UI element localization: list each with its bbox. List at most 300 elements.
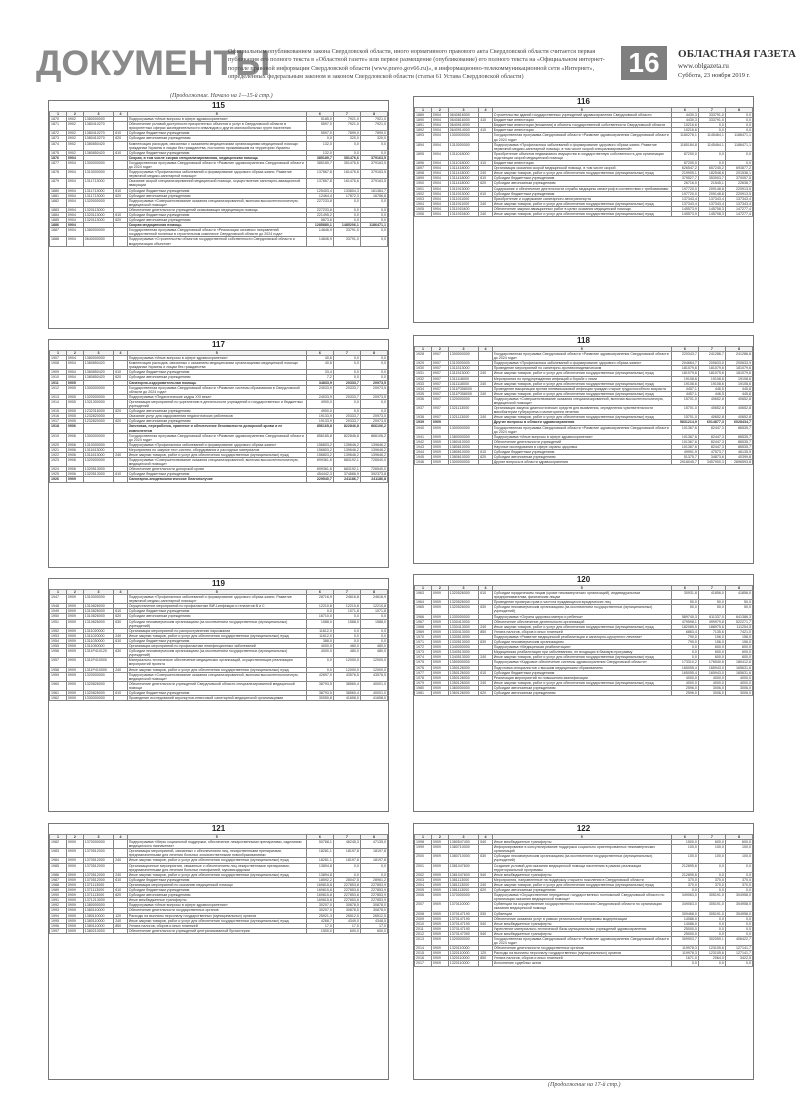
table-cell: 0904: [66, 375, 83, 380]
table-cell: 1320110000: [448, 946, 478, 951]
table-cell: 499979,8: [698, 619, 725, 624]
table-cell: 610: [114, 877, 128, 882]
table-cell: Проведение мероприятий по санитарно-противоэпидемическим: [492, 366, 671, 371]
table-cell: 1892: [415, 128, 432, 133]
table-cell: 1350126000: [448, 665, 478, 670]
table-cell: 445,8: [725, 391, 752, 396]
table-cell: 0904: [431, 206, 448, 211]
table-cell: 379163,5: [360, 160, 387, 169]
table-row: [50, 198, 388, 207]
table-cell: Иные закупки товаров, работ и услуг для обеспечения государственных (муниципальных) нужд: [492, 655, 671, 660]
table-cell: Обеспечение деятельности учреждений оказывающих медицинскую помощь: [127, 207, 306, 212]
table-cell: Иные межбюджетные трансферты: [492, 872, 671, 877]
table-cell: 1380410270: [83, 122, 113, 131]
table-cell: 0,0: [333, 198, 360, 207]
column-header: 2: [431, 108, 448, 113]
table-cell: Субсидии автономным учреждениям: [127, 193, 306, 198]
table-cell: Организация мероприятий по профилактике неинфекционных заболеваний: [127, 644, 306, 649]
table-cell: 0,0: [698, 888, 725, 893]
table-cell: 240: [479, 201, 493, 206]
table-cell: 0,0: [360, 237, 387, 246]
table-cell: 227853,8: [333, 898, 360, 903]
table-cell: 1311P410120: [83, 649, 113, 658]
table-cell: 1311018000: [448, 161, 478, 166]
table-cell: 145573,9: [671, 211, 698, 216]
table-cell: 1360000000: [448, 685, 478, 690]
table-cell: 10216,6: [671, 123, 698, 128]
table-cell: 610: [479, 670, 493, 675]
table-cell: 1485206,1: [333, 223, 360, 228]
table-cell: 0,0: [333, 375, 360, 380]
table-cell: [114, 122, 128, 131]
table-cell: 0909: [66, 882, 83, 887]
table-cell: 220913,5: [725, 186, 752, 191]
table-row: [50, 649, 388, 658]
table-cell: 240: [479, 624, 493, 629]
table-cell: 0,0: [725, 123, 752, 128]
table-cell: 20973,5: [360, 380, 387, 385]
table-cell: 240: [479, 391, 493, 396]
table-cell: 241286,8: [725, 352, 752, 361]
table-cell: 1918: [50, 424, 67, 433]
table-cell: 1330513000: [448, 640, 478, 645]
table-cell: 302059,1: [698, 936, 725, 945]
table-cell: 4268,7: [306, 918, 333, 923]
table-cell: 0909: [431, 872, 448, 877]
table-cell: 0909: [431, 600, 448, 605]
table-cell: 0,0: [333, 633, 360, 638]
table-cell: 0904: [431, 113, 448, 118]
budget-table: [414, 107, 753, 217]
table-cell: 240: [479, 371, 493, 376]
table-cell: 209148,8: [698, 186, 725, 191]
table-cell: Строительство зданий государственных учреждений здравоохранения Свердловской области: [492, 113, 671, 118]
table-cell: 1311613000: [83, 447, 113, 452]
table-cell: 82447,3: [698, 434, 725, 439]
table-cell: 0905: [66, 380, 83, 385]
table-row: [50, 228, 388, 237]
table-cell: 333791,0: [698, 118, 725, 123]
table-cell: 1350126000: [448, 670, 478, 675]
table-row: [415, 151, 753, 160]
table-cell: 3006,0: [698, 685, 725, 690]
table-cell: Иные закупки товаров, работ и услуг для обеспечения государственных (муниципальных) нужд: [492, 415, 671, 420]
table-cell: 1310826000: [83, 614, 113, 619]
table-cell: 1320826000: [83, 690, 113, 695]
table-cell: [479, 845, 493, 854]
table-cell: Подпрограмма «Меры социальной поддержки, обеспечение лекарственными препаратами, изделиями медицинского назначения»: [127, 840, 306, 849]
table-cell: 0909: [431, 660, 448, 665]
table-cell: 0,0: [306, 667, 333, 672]
table-page-number: 117: [212, 340, 225, 349]
table-cell: 445,8: [725, 386, 752, 391]
table-cell: 333791,0: [698, 113, 725, 118]
table-cell: 600,0: [725, 840, 752, 845]
column-header: 8: [725, 347, 752, 352]
table-cell: 0,0: [360, 872, 387, 877]
table-cell: 100,0: [698, 854, 725, 863]
table-cell: Мероприятия по закупке тест-систем, оборудования и расходных материалов: [127, 447, 306, 452]
table-cell: Организация мероприятий по распространению наркомании: [127, 628, 306, 633]
table-cell: 120: [114, 913, 128, 918]
table-cell: 304958,0: [725, 902, 752, 911]
table-cell: 40,6: [306, 361, 333, 370]
table-cell: Материально-техническое обеспечение медицинских организаций, осуществляющих реализацию мероприятий проекта: [127, 658, 306, 667]
table-cell: Государственная программа Свердловской области «Развитие здравоохранения Свердловской области до 2024 года»: [492, 936, 671, 945]
table-cell: 101367,6: [671, 444, 698, 449]
table-cell: 0,0: [360, 207, 387, 212]
table-cell: 12464,4: [306, 193, 333, 198]
table-cell: 2009: [415, 916, 432, 921]
table-cell: 1884: [50, 212, 67, 217]
table-cell: Организация мероприятий, связанных с обеспечением лиц, лекарственными препаратами, предназначенными для лечения больных злокачественными новообразованиями: [127, 849, 306, 858]
column-header: 5: [127, 590, 306, 595]
table-cell: 600,0: [698, 655, 725, 660]
table-cell: 0,0: [725, 113, 752, 118]
table-cell: 50,0: [671, 600, 698, 605]
table-cell: 15701,0: [671, 406, 698, 415]
table-cell: Бюджетные инвестиции: [492, 161, 671, 166]
table-cell: 0909: [431, 863, 448, 872]
table-cell: 1912: [50, 385, 67, 394]
table-cell: 4457,1: [671, 391, 698, 396]
table-cell: 1921: [50, 447, 67, 452]
table-cell: 165943,0: [698, 665, 725, 670]
table-cell: 20333,7: [333, 385, 360, 394]
newspaper-website[interactable]: www.oblgazeta.ru: [678, 62, 729, 70]
table-cell: 7921,0: [360, 117, 387, 122]
table-cell: 0909: [431, 931, 448, 936]
table-cell: Субсидии бюджетным учреждениям: [127, 212, 306, 217]
table-cell: 611337,0: [698, 614, 725, 619]
table-cell: 1145464,1: [698, 133, 725, 142]
table-cell: 610: [114, 212, 128, 217]
table-cell: 101367,6: [671, 425, 698, 434]
table-cell: 1919: [50, 433, 67, 442]
table-cell: 137343,4: [671, 196, 698, 201]
table-cell: 1998: [415, 840, 432, 845]
table-cell: 1972: [415, 645, 432, 650]
table-cell: 1968: [415, 624, 432, 629]
table-cell: 0,0: [698, 128, 725, 133]
table-cell: 173310,2: [671, 660, 698, 665]
table-cell: 620: [114, 409, 128, 414]
table-cell: 0909: [431, 902, 448, 911]
table-cell: 4349,0: [333, 918, 360, 923]
table-cell: 0909: [431, 893, 448, 902]
table-cell: 0909: [66, 658, 83, 667]
table-block: [413, 96, 754, 323]
table-cell: 188975,6: [698, 624, 725, 629]
table-cell: Подготовка специалистов с высшим медицинским образованием: [492, 665, 671, 670]
table-cell: 0909: [66, 609, 83, 614]
table-cell: 0909: [66, 877, 83, 882]
table-cell: 1370147390: [448, 931, 478, 936]
table-cell: 850: [479, 629, 493, 634]
table-cell: Иные закупки товаров, работ и услуг для обеспечения государственных (муниципальных) нужд: [127, 633, 306, 638]
table-cell: Подпрограмма «Совершенствование оказания специализированной, включая высокотехнологичную, медицинской помощи»: [127, 198, 306, 207]
table-cell: 20973,5: [360, 414, 387, 419]
table-cell: 0,0: [306, 658, 333, 667]
table-cell: 0907: [431, 352, 448, 361]
table-cell: 18197,8: [360, 849, 387, 858]
table-cell: 1931: [415, 371, 432, 376]
column-header: 2: [66, 590, 83, 595]
table-cell: [114, 228, 128, 237]
table-cell: 0640000000: [83, 237, 113, 246]
table-row: [415, 605, 753, 614]
table-cell: 0,0: [360, 614, 387, 619]
table-cell: 2000: [415, 854, 432, 863]
table-cell: 2002: [415, 872, 432, 877]
table-cell: 132,0: [306, 141, 333, 150]
table-cell: 6863,4: [671, 629, 698, 634]
table-cell: 1933: [415, 381, 432, 386]
table-cell: 1380710000: [448, 845, 478, 854]
table-cell: 1371113000: [83, 882, 113, 887]
table-cell: 0,0: [333, 399, 360, 408]
table-cell: 0902: [66, 141, 83, 150]
table-cell: 3457900,3: [698, 460, 725, 465]
table-row: [415, 863, 753, 872]
table-cell: 1915: [50, 409, 67, 414]
table-cell: 33,4: [306, 370, 333, 375]
table-cell: 12000,0: [360, 658, 387, 667]
table-cell: 137343,4: [698, 196, 725, 201]
table-row: [50, 681, 388, 690]
table-cell: Реализация мероприятий по повышению квалификации: [492, 675, 671, 680]
table-cell: 1970: [415, 634, 432, 639]
table-cell: [479, 396, 493, 405]
table-cell: Обеспечение деятельности учреждений централизованной бухгалтерии: [127, 928, 306, 933]
table-cell: 2014: [415, 946, 432, 951]
table-cell: 0902: [66, 131, 83, 136]
table-cell: 0904: [66, 179, 83, 188]
table-cell: 165631,6: [725, 665, 752, 670]
table-cell: 1900: [415, 181, 432, 186]
table-cell: Подпрограмма «Кадровое обеспечение системы здравоохранения Свердловской области»: [492, 660, 671, 665]
table-cell: 1952: [50, 628, 67, 633]
table-row: [50, 179, 388, 188]
table-cell: 0,0: [333, 218, 360, 223]
table-cell: Другие вопросы в области здравоохранения: [492, 460, 671, 465]
table-cell: 1311513000: [448, 371, 478, 376]
table-cell: 641386,3: [725, 614, 752, 619]
table-cell: 43576,5: [360, 672, 387, 681]
column-header: 3: [83, 112, 113, 117]
table-cell: 229540,7: [306, 477, 333, 482]
table-cell: 480,0: [333, 644, 360, 649]
table-cell: 119978,3: [671, 951, 698, 956]
column-header: 6: [306, 835, 333, 840]
column-header: 8: [360, 351, 387, 356]
table-cell: 220343,7: [671, 352, 698, 361]
table-cell: [114, 179, 128, 188]
table-cell: 1949: [50, 609, 67, 614]
table-cell: 1310000000: [83, 595, 113, 604]
table-cell: 2596,0: [671, 685, 698, 690]
table-cell: Обеспечение условий доступности приоритетных объектов и услуг в Свердловской области в приоритетных сферах жизнедеятельности инвалидов и других маломобильных групп населения: [127, 122, 306, 131]
table-cell: [479, 406, 493, 415]
table-cell: 1889: [415, 113, 432, 118]
table-cell: 1380710000: [448, 854, 478, 863]
table-cell: 2003: [415, 877, 432, 882]
table-cell: 0,0: [333, 628, 360, 633]
table-cell: [114, 595, 128, 604]
table-cell: 620: [479, 181, 493, 186]
table-cell: Субсидии автономным учреждениям: [127, 136, 306, 141]
column-header: 5: [127, 835, 306, 840]
table-cell: 1981: [415, 690, 432, 695]
table-cell: 0,0: [671, 655, 698, 660]
table-cell: 446,5: [698, 391, 725, 396]
table-cell: 19108,6: [725, 381, 752, 386]
table-cell: 1350126000: [448, 675, 478, 680]
table-cell: 0,0: [333, 361, 360, 370]
table-cell: 0906: [66, 467, 83, 472]
table-cell: 866106,2: [360, 433, 387, 442]
table-cell: 0909: [66, 633, 83, 638]
table-cell: 0,0: [360, 141, 387, 150]
column-header: 4: [479, 835, 493, 840]
table-cell: 1311418000: [448, 176, 478, 181]
table-cell: Субсидии автономным учреждениям: [492, 455, 671, 460]
table-cell: 1932: [415, 376, 432, 381]
table-cell: 1967: [415, 619, 432, 624]
table-cell: 657245,2: [698, 166, 725, 171]
table-cell: Субсидии автономным учреждениям: [492, 685, 671, 690]
table-row: [415, 396, 753, 405]
table-cell: Организация оказания скорой медицинской помощи, в том числе скорой: [492, 166, 671, 171]
table-cell: 1311050000: [83, 644, 113, 649]
table-cell: 1956: [50, 649, 67, 658]
table-cell: 1894: [415, 142, 432, 151]
table-cell: 0907: [431, 396, 448, 405]
table-cell: 1980: [415, 685, 432, 690]
table-cell: 1330413000: [448, 619, 478, 624]
table-cell: Подпрограмма «Иные вопросы в сфере здравоохранения»: [127, 356, 306, 361]
table-cell: 38793,5: [306, 690, 333, 695]
table-cell: [114, 160, 128, 169]
table-cell: 4000,0: [725, 680, 752, 685]
table-cell: 0,0: [360, 218, 387, 223]
table-cell: 227233,8: [306, 207, 333, 212]
table-cell: 0909: [66, 888, 83, 893]
table-cell: 1872: [50, 131, 67, 136]
table-cell: 1917: [50, 419, 67, 424]
table-cell: 600,0: [698, 645, 725, 650]
table-cell: Государственная программа Свердловской области «Развитие здравоохранения Свердловской области до 2024 года»: [492, 425, 671, 434]
table-cell: 1924: [50, 467, 67, 472]
table-cell: 182548,6: [698, 171, 725, 176]
table-cell: 161476,6: [333, 170, 360, 179]
table-cell: 1320113000: [83, 207, 113, 212]
table-cell: 1320113000: [83, 218, 113, 223]
column-header: 7: [698, 835, 725, 840]
table-cell: 0909: [66, 638, 83, 643]
table-cell: 1936: [415, 396, 432, 405]
table-cell: [114, 477, 128, 482]
table-cell: 370057,5: [725, 176, 752, 181]
table-cell: Подпрограмма «Совершенствование оказания специализированной, включая высокотехнологичную, медицинской помощи»: [127, 458, 306, 467]
table-cell: 379163,5: [360, 179, 387, 188]
table-cell: 0909: [431, 690, 448, 695]
table-cell: 0909: [66, 898, 83, 903]
table-cell: 40001,0: [360, 681, 387, 690]
table-row: [50, 170, 388, 179]
table-cell: 0,0: [671, 888, 698, 893]
table-cell: 1311118000: [448, 376, 478, 381]
table-cell: 119978,3: [671, 946, 698, 951]
table-cell: 20333,7: [333, 380, 360, 385]
table-cell: 2004: [415, 882, 432, 887]
table-cell: 1370512000: [83, 863, 113, 872]
table-row: [50, 840, 388, 849]
table-cell: 40652,8: [725, 406, 752, 415]
table-cell: Обеспечение деятельности учреждений: [492, 439, 671, 444]
table-cell: 30050,8: [306, 696, 333, 701]
table-cell: 683192,1: [333, 467, 360, 472]
table-cell: 1320513000: [83, 472, 113, 477]
column-header: 1: [415, 835, 432, 840]
table-cell: 0909: [66, 918, 83, 923]
table-cell: 46245,3: [333, 840, 360, 849]
budget-table: [49, 589, 388, 701]
table-cell: 1992: [50, 903, 67, 908]
table-cell: 30878,0: [360, 903, 387, 908]
table-cell: 1989: [50, 888, 67, 893]
table-row: [50, 160, 388, 169]
table-page-number: 116: [577, 97, 590, 106]
table-cell: 0904: [431, 123, 448, 128]
table-cell: [479, 460, 493, 465]
table-cell: 1976: [415, 665, 432, 670]
table-cell: 0,0: [725, 128, 752, 133]
table-cell: 139646,2: [333, 442, 360, 447]
budget-table: [49, 350, 388, 483]
table-cell: 304958,0: [725, 911, 752, 916]
table-cell: 1330413000: [448, 629, 478, 634]
table-cell: 12210,8: [360, 604, 387, 609]
table-cell: 0909: [431, 640, 448, 645]
table-block: [48, 578, 389, 812]
table-cell: 0,0: [360, 228, 387, 237]
table-cell: 630: [114, 649, 128, 658]
table-cell: 0909: [431, 665, 448, 670]
table-cell: 0904: [66, 237, 83, 246]
column-header: 3: [448, 108, 478, 113]
table-cell: 33791,0: [333, 237, 360, 246]
table-cell: 7899,0: [360, 131, 387, 136]
table-cell: 1380610000: [448, 449, 478, 454]
table-cell: 0909: [66, 649, 83, 658]
table-cell: 1979: [415, 680, 432, 685]
table-cell: 1371113000: [83, 893, 113, 898]
table-cell: 0,0: [725, 916, 752, 921]
table-cell: 620: [114, 218, 128, 223]
table-cell: 1922: [50, 452, 67, 457]
column-header: 7: [698, 347, 725, 352]
table-row: [415, 406, 753, 415]
table-cell: Подпрограмма «Педагогические кадры XXI века»: [127, 394, 306, 399]
table-cell: 25921,3: [306, 913, 333, 918]
table-cell: 0,0: [698, 931, 725, 936]
table-cell: Иные межбюджетные трансферты: [492, 840, 671, 845]
table-cell: Субсидии бюджетным учреждениям: [492, 176, 671, 181]
table-cell: Подпрограмма «Профилактика заболеваний и формирование здорового образа жизни. Развитие первичной медико-санитарной помощи»: [127, 595, 306, 604]
table-cell: Подпрограмма «Совершенствование оказания специализированной, включая высокотехнологичную, медицинской помощи»: [127, 672, 306, 681]
table-cell: 1971: [415, 640, 432, 645]
